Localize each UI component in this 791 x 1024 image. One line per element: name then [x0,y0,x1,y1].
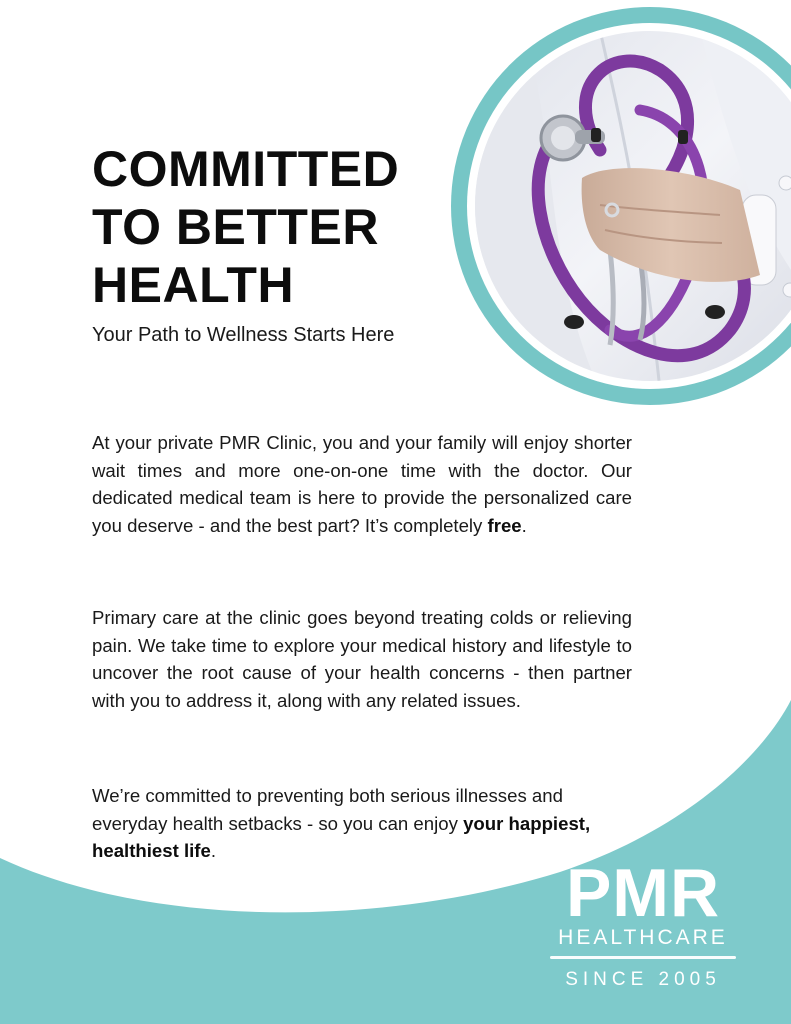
prevention-text: We’re committed to preventing both serious illnesses and everyday health setbacks - so you can enjoy [92,785,563,834]
primary-care-paragraph: Primary care at the clinic goes beyond treating colds or relieving pain. We take time to explore your medical history and lifestyle to uncover the root cause of your health concerns - then partner with you to address it, along with any related issues. [92,607,632,711]
intro-paragraph [92,429,632,539]
intro-end: . [521,514,527,536]
healthiest-life-emphasis: your happiest, healthiest life [92,812,591,861]
headline [92,140,452,314]
prevention-paragraph [92,782,632,865]
prevention-end: . [210,840,216,861]
intro-text: At your private PMR Clinic, you and your family will enjoy shorter wait times and more one-on-one time with the doctor. Our dedicated medical team is here to provide the personalized care you deserve - and the best part? It’s completely [92,432,632,536]
logo-tagline: SINCE 2005 [565,969,721,990]
headline-line-1: COMMITTED [92,141,400,197]
free-emphasis: free [487,514,522,536]
subtitle: Your Path to Wellness Starts Here [92,324,395,346]
headline-line-2: TO BETTER [92,199,379,255]
logo-name: PMR [565,855,721,931]
logo-divider [550,956,736,959]
logo-subname: HEALTHCARE [558,926,728,949]
headline-line-3: HEALTH [92,257,295,313]
pmr-healthcare-logo [548,855,738,991]
